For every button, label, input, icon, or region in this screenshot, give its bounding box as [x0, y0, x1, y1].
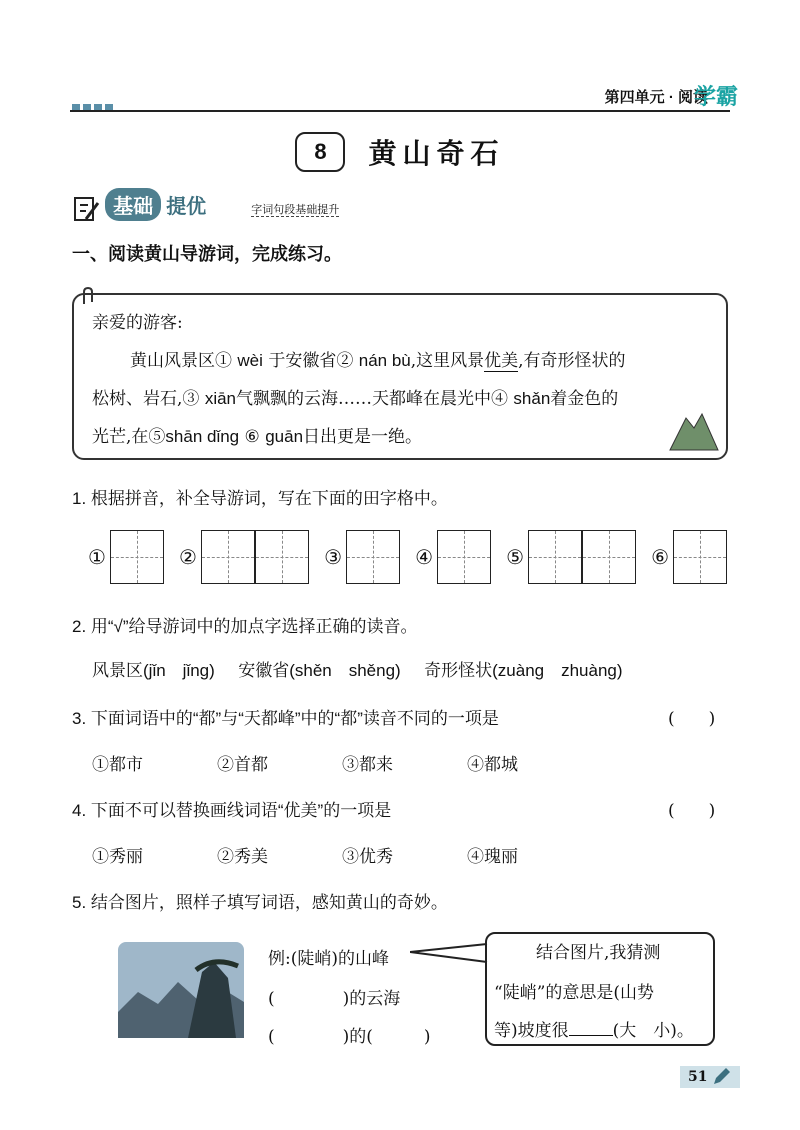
- page-number: 51: [680, 1066, 740, 1088]
- question-5: 5. 结合图片，照样子填写词语，感知黄山的奇妙。: [72, 893, 448, 912]
- q2-options: 风景区(jǐn jǐng) 安徽省(shěn shěng) 奇形怪状(zuàng zhuàng): [92, 661, 623, 681]
- lesson-number: 8: [295, 132, 345, 172]
- question-4: 4. 下面不可以替换画线词语“优美”的一项是: [72, 801, 392, 820]
- q4-options: ①秀丽 ②秀美 ③优秀 ④瑰丽: [92, 847, 518, 867]
- paperclip-icon: [80, 286, 104, 308]
- pencil-icon: [712, 1068, 732, 1086]
- tianzige-row: ① ② ③ ④ ⑤ ⑥: [88, 530, 727, 584]
- passage-line-3: 光芒,在⑤shān dǐng ⑥ guān日出更是一绝。: [92, 427, 423, 447]
- question-1: 1. 根据拼音，补全导游词，写在下面的田字格中。: [72, 489, 448, 508]
- section-tag: 基础: [105, 188, 161, 221]
- lesson-title-block: [0, 132, 800, 172]
- bubble-pointer: [410, 940, 490, 970]
- passage-greeting: 亲爱的游客:: [92, 313, 183, 333]
- q5-example: 例:(陡峭)的山峰: [268, 949, 389, 969]
- bubble-line-2: “陡峭”的意思是(山势: [494, 983, 655, 1003]
- question-2: 2. 用“√”给导游词中的加点字选择正确的读音。: [72, 617, 418, 636]
- mountain-icon: [668, 408, 720, 452]
- q3-options: ①都市 ②首都 ③都来 ④都城: [92, 755, 518, 775]
- q5-blank-2[interactable]: ( )的( ): [268, 1027, 431, 1047]
- huangshan-photo: [118, 942, 244, 1038]
- passage-line-2: 松树、岩石,③ xiān气飘飘的云海……天都峰在晨光中④ shǎn着金色的: [92, 389, 619, 409]
- section-heading: [72, 188, 339, 223]
- question-3: 3. 下面词语中的“都”与“天都峰”中的“都”读音不同的一项是: [72, 709, 499, 728]
- header-decoration: [72, 97, 116, 116]
- bubble-line-1: 结合图片,我猜测: [536, 943, 661, 963]
- edit-note-icon: [72, 195, 100, 223]
- section-label: 提优: [166, 196, 207, 218]
- task-heading: 一、阅读黄山导游词，完成练习。: [72, 244, 342, 264]
- header-rule: [70, 110, 730, 112]
- q4-answer-paren[interactable]: ( ): [668, 801, 716, 821]
- section-subtitle: 字词句段基础提升: [251, 204, 340, 216]
- passage-line-1: 黄山风景区① wèi 于安徽省② nán bù,这里风景优美,有奇形怪状的: [130, 351, 626, 371]
- unit-label: 第四单元 · 阅读: [604, 89, 708, 106]
- lesson-title: 黄山奇石: [368, 138, 505, 169]
- q5-blank-1[interactable]: ( )的云海: [268, 989, 401, 1009]
- tianzige-box[interactable]: [110, 530, 164, 584]
- q3-answer-paren[interactable]: ( ): [668, 709, 716, 729]
- brand-logo: 学霸: [693, 84, 738, 109]
- bubble-line-3: 等)坡度很 (大 小)。: [494, 1021, 694, 1041]
